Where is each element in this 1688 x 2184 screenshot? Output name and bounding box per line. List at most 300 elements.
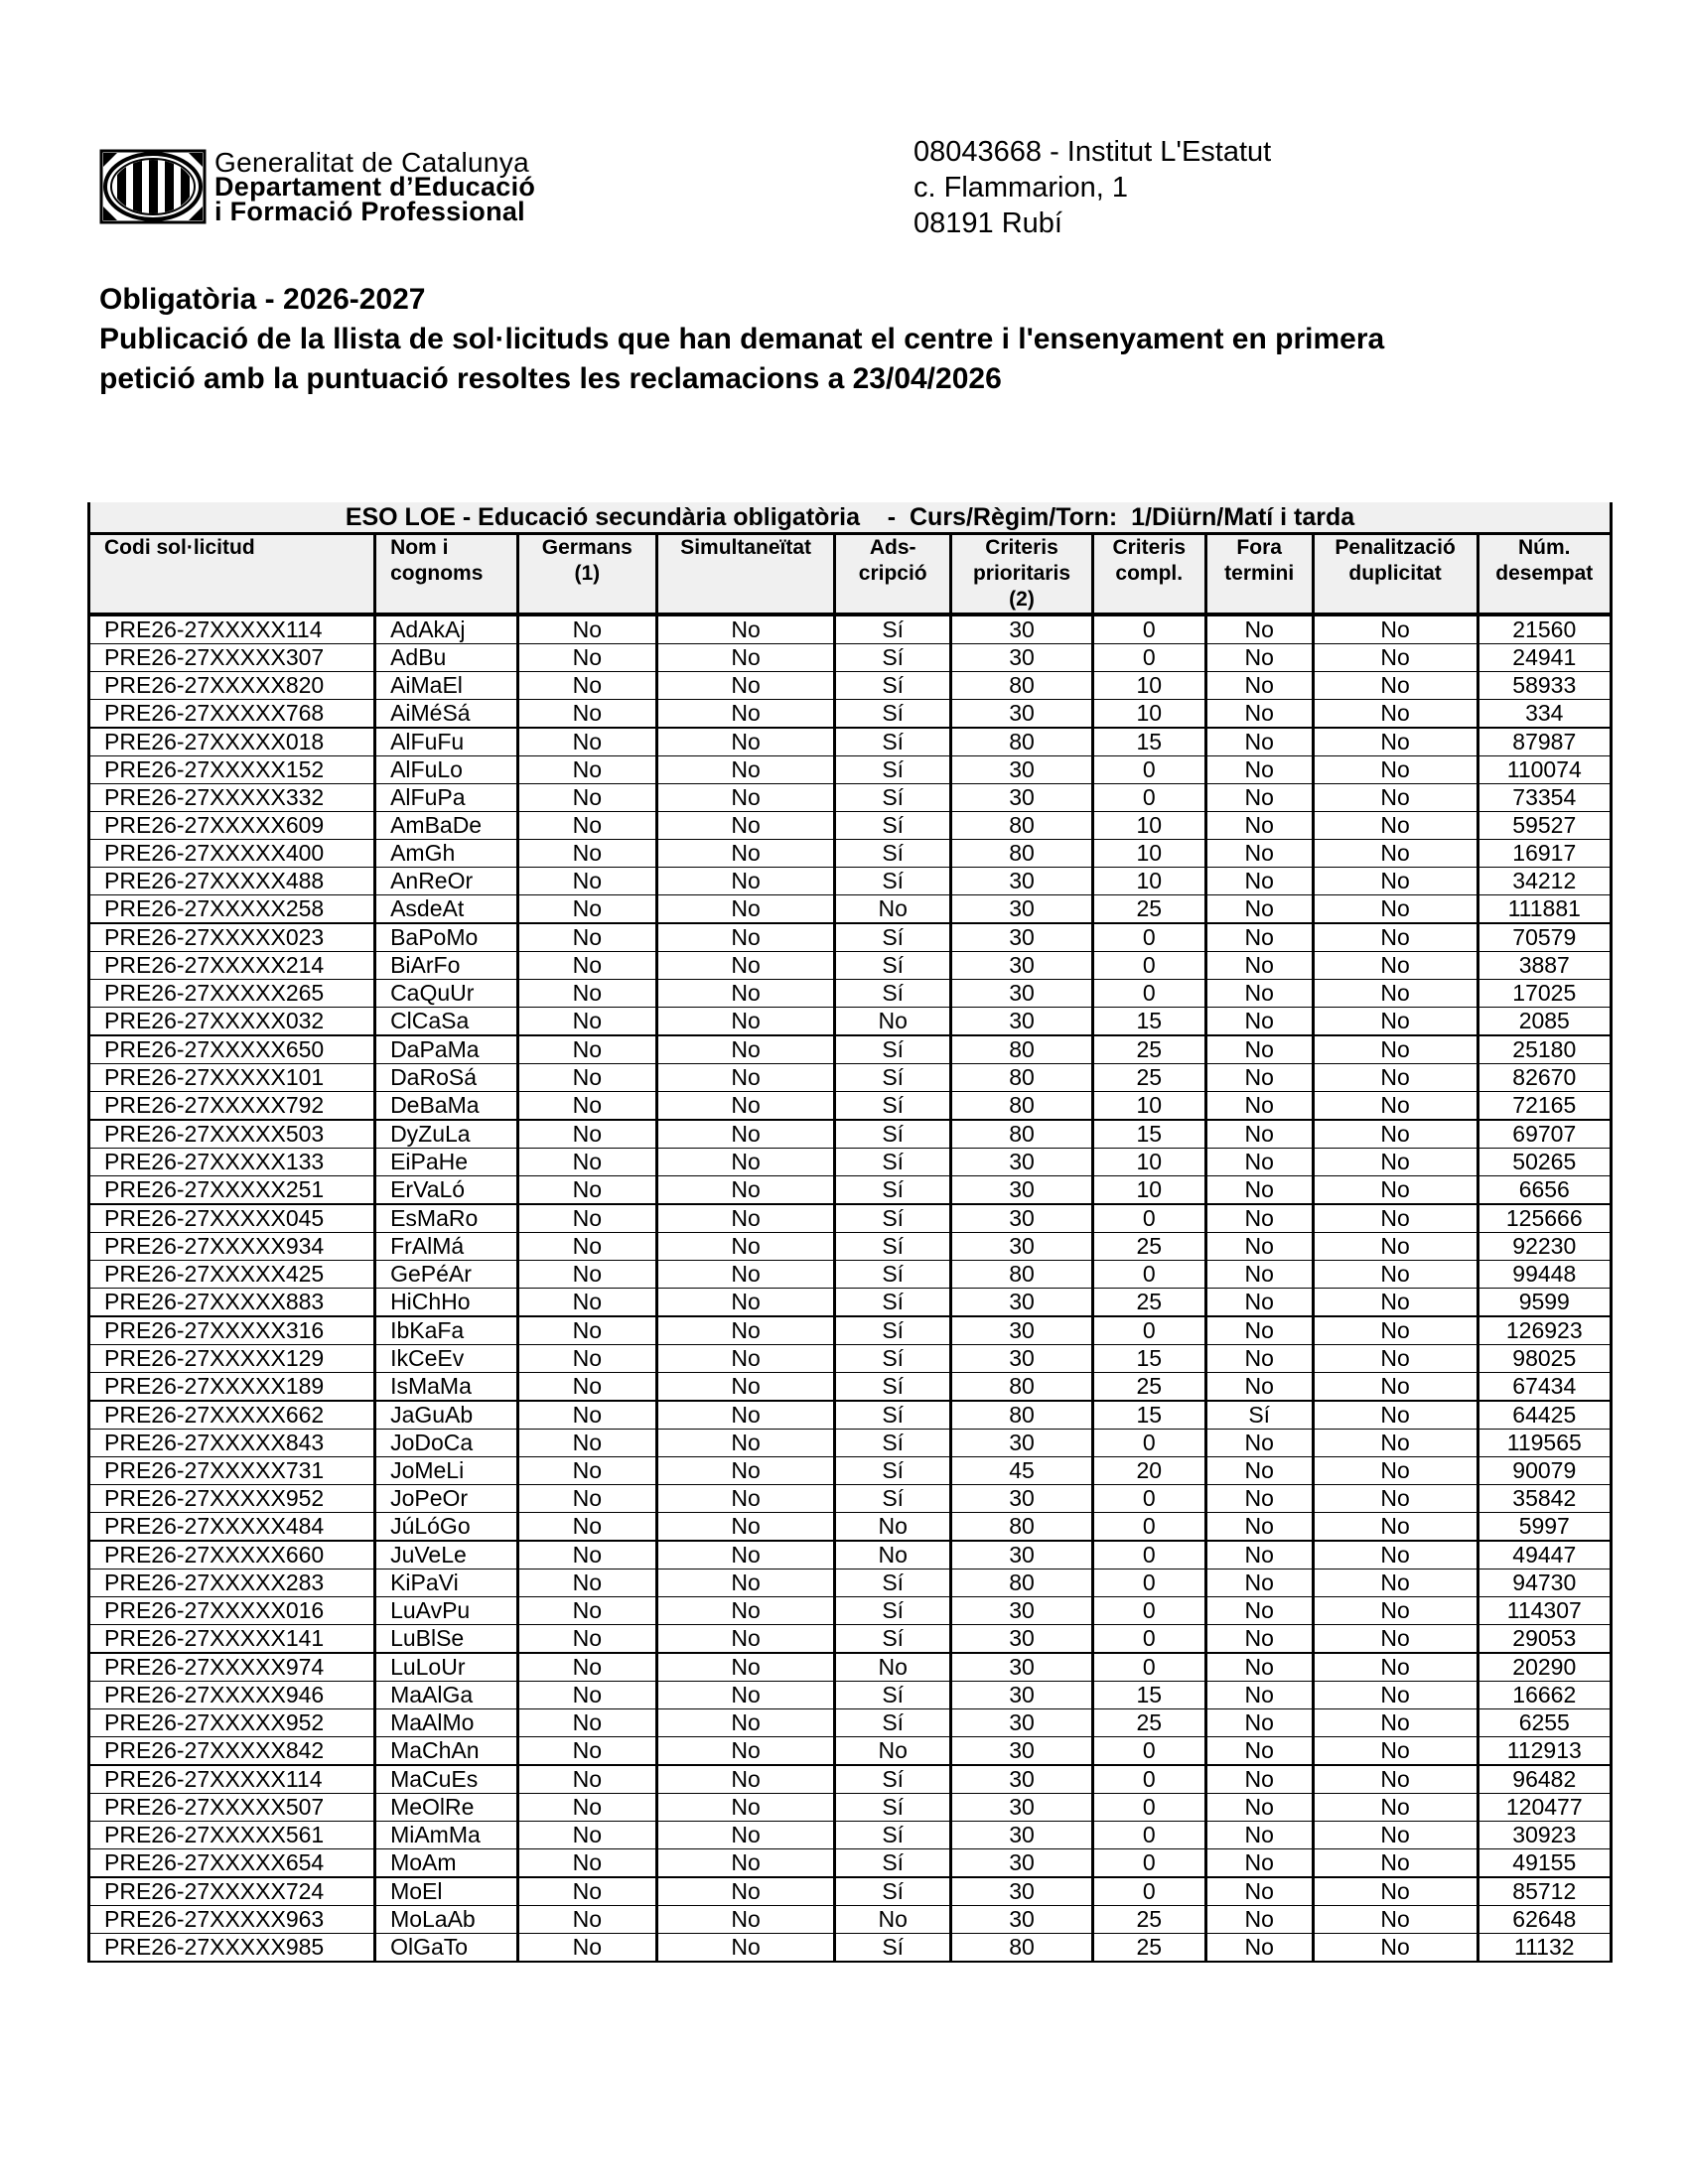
cell-germans: No xyxy=(517,1430,656,1457)
cell-criteris-prioritaris: 30 xyxy=(951,1906,1093,1934)
cell-nom: AmBaDe xyxy=(375,812,518,840)
school-name: 08043668 - Institut L'Estatut xyxy=(914,136,1272,168)
cell-criteris-prioritaris: 30 xyxy=(951,1149,1093,1176)
cell-num-desempat: 24941 xyxy=(1477,644,1611,672)
cell-num-desempat: 21560 xyxy=(1477,614,1611,644)
cell-criteris-prioritaris: 30 xyxy=(951,1289,1093,1317)
cell-penalitzacio: No xyxy=(1313,1625,1477,1654)
table-row xyxy=(89,1765,1612,1794)
cell-num-desempat: 90079 xyxy=(1477,1457,1611,1485)
cell-criteris-prioritaris: 30 xyxy=(951,1345,1093,1373)
cell-criteris-compl: 10 xyxy=(1092,812,1205,840)
cell-codi: PRE26-27XXXXX963 xyxy=(89,1906,375,1934)
cell-fora-termini: Sí xyxy=(1205,1401,1313,1430)
cell-nom: IkCeEv xyxy=(375,1345,518,1373)
cell-criteris-compl: 0 xyxy=(1092,1653,1205,1682)
table-row xyxy=(89,614,1612,644)
cell-fora-termini: No xyxy=(1205,1233,1313,1261)
cell-criteris-prioritaris: 30 xyxy=(951,1204,1093,1233)
cell-simultaneitat: No xyxy=(657,1625,835,1654)
cell-fora-termini: No xyxy=(1205,1149,1313,1176)
cell-adscripcio: Sí xyxy=(835,1709,951,1737)
cell-simultaneitat: No xyxy=(657,1765,835,1794)
cell-nom: AnReOr xyxy=(375,868,518,895)
table-row xyxy=(89,1934,1612,1963)
cell-codi: PRE26-27XXXXX133 xyxy=(89,1149,375,1176)
cell-criteris-prioritaris: 30 xyxy=(951,1709,1093,1737)
cell-fora-termini: No xyxy=(1205,1541,1313,1570)
cell-criteris-compl: 0 xyxy=(1092,1570,1205,1597)
table-row xyxy=(89,644,1612,672)
cell-nom: MoLaAb xyxy=(375,1906,518,1934)
cell-penalitzacio: No xyxy=(1313,1653,1477,1682)
cell-simultaneitat: No xyxy=(657,614,835,644)
cell-fora-termini: No xyxy=(1205,840,1313,868)
cell-adscripcio: Sí xyxy=(835,1570,951,1597)
table-row xyxy=(89,1877,1612,1906)
table-section-title: ESO LOE - Educació secundària obligatòria - Curs/Règim/Torn: 1/Diürn/Matí i tarda xyxy=(89,502,1612,534)
cell-num-desempat: 58933 xyxy=(1477,672,1611,700)
cell-adscripcio: Sí xyxy=(835,1149,951,1176)
cell-simultaneitat: No xyxy=(657,784,835,812)
header-label-line: compl. xyxy=(1115,562,1184,585)
cell-penalitzacio: No xyxy=(1313,1316,1477,1345)
cell-criteris-compl: 25 xyxy=(1092,895,1205,924)
cell-penalitzacio: No xyxy=(1313,812,1477,840)
cell-adscripcio: Sí xyxy=(835,1120,951,1149)
table-row xyxy=(89,1906,1612,1934)
cell-criteris-compl: 0 xyxy=(1092,1849,1205,1878)
cell-germans: No xyxy=(517,1653,656,1682)
title-line-1: Obligatòria - 2026-2027 xyxy=(99,283,426,316)
cell-adscripcio: Sí xyxy=(835,1092,951,1121)
cell-penalitzacio: No xyxy=(1313,1485,1477,1513)
cell-fora-termini: No xyxy=(1205,1597,1313,1625)
cell-fora-termini: No xyxy=(1205,952,1313,980)
cell-nom: AlFuLo xyxy=(375,756,518,784)
cell-adscripcio: Sí xyxy=(835,840,951,868)
cell-nom: JuVeLe xyxy=(375,1541,518,1570)
header-col-simultaneitat xyxy=(657,534,835,615)
cell-germans: No xyxy=(517,1233,656,1261)
cell-fora-termini: No xyxy=(1205,1373,1313,1402)
cell-penalitzacio: No xyxy=(1313,1233,1477,1261)
table-row xyxy=(89,840,1612,868)
cell-adscripcio: Sí xyxy=(835,1934,951,1963)
cell-penalitzacio: No xyxy=(1313,1120,1477,1149)
cell-criteris-prioritaris: 30 xyxy=(951,1316,1093,1345)
cell-num-desempat: 6255 xyxy=(1477,1709,1611,1737)
header-label-line: Criteris xyxy=(1112,536,1186,559)
cell-codi: PRE26-27XXXXX946 xyxy=(89,1682,375,1709)
cell-germans: No xyxy=(517,1149,656,1176)
cell-fora-termini: No xyxy=(1205,812,1313,840)
cell-germans: No xyxy=(517,1597,656,1625)
cell-simultaneitat: No xyxy=(657,1570,835,1597)
cell-adscripcio: Sí xyxy=(835,1430,951,1457)
cell-penalitzacio: No xyxy=(1313,868,1477,895)
cell-fora-termini: No xyxy=(1205,868,1313,895)
table-row xyxy=(89,1541,1612,1570)
cell-criteris-compl: 10 xyxy=(1092,840,1205,868)
table-row xyxy=(89,1064,1612,1092)
header-logo xyxy=(99,146,536,226)
cell-nom: BaPoMo xyxy=(375,923,518,952)
cell-criteris-prioritaris: 30 xyxy=(951,1541,1093,1570)
title-line-2: Publicació de la llista de sol·licituds que han demanat el centre i l'ensenyament en primera xyxy=(99,323,1385,355)
table-row xyxy=(89,980,1612,1008)
cell-penalitzacio: No xyxy=(1313,923,1477,952)
cell-nom: DeBaMa xyxy=(375,1092,518,1121)
cell-simultaneitat: No xyxy=(657,1008,835,1036)
cell-criteris-prioritaris: 80 xyxy=(951,1092,1093,1121)
cell-adscripcio: Sí xyxy=(835,1035,951,1064)
cell-simultaneitat: No xyxy=(657,1794,835,1822)
cell-fora-termini: No xyxy=(1205,1709,1313,1737)
cell-num-desempat: 34212 xyxy=(1477,868,1611,895)
cell-criteris-compl: 15 xyxy=(1092,728,1205,756)
cell-fora-termini: No xyxy=(1205,1625,1313,1654)
cell-num-desempat: 112913 xyxy=(1477,1737,1611,1766)
cell-nom: MaAlMo xyxy=(375,1709,518,1737)
cell-criteris-compl: 25 xyxy=(1092,1709,1205,1737)
cell-criteris-prioritaris: 30 xyxy=(951,1008,1093,1036)
cell-simultaneitat: No xyxy=(657,1204,835,1233)
cell-penalitzacio: No xyxy=(1313,1149,1477,1176)
cell-codi: PRE26-27XXXXX650 xyxy=(89,1035,375,1064)
cell-adscripcio: No xyxy=(835,1513,951,1542)
cell-nom: AlFuFu xyxy=(375,728,518,756)
logo-department-sub: i Formació Professional xyxy=(214,196,525,226)
cell-penalitzacio: No xyxy=(1313,1570,1477,1597)
header-col-penalitzacio xyxy=(1313,534,1477,615)
cell-germans: No xyxy=(517,1485,656,1513)
cell-penalitzacio: No xyxy=(1313,980,1477,1008)
cell-fora-termini: No xyxy=(1205,614,1313,644)
table-row xyxy=(89,1373,1612,1402)
cell-criteris-compl: 0 xyxy=(1092,1737,1205,1766)
cell-penalitzacio: No xyxy=(1313,1709,1477,1737)
cell-penalitzacio: No xyxy=(1313,1204,1477,1233)
cell-codi: PRE26-27XXXXX609 xyxy=(89,812,375,840)
cell-criteris-compl: 25 xyxy=(1092,1373,1205,1402)
cell-nom: AdAkAj xyxy=(375,614,518,644)
cell-criteris-prioritaris: 30 xyxy=(951,784,1093,812)
cell-penalitzacio: No xyxy=(1313,1597,1477,1625)
cell-adscripcio: Sí xyxy=(835,1345,951,1373)
cell-germans: No xyxy=(517,700,656,729)
cell-simultaneitat: No xyxy=(657,952,835,980)
cell-simultaneitat: No xyxy=(657,1906,835,1934)
cell-germans: No xyxy=(517,812,656,840)
cell-adscripcio: No xyxy=(835,1737,951,1766)
cell-criteris-prioritaris: 30 xyxy=(951,1625,1093,1654)
cell-nom: IbKaFa xyxy=(375,1316,518,1345)
cell-simultaneitat: No xyxy=(657,1737,835,1766)
cell-criteris-compl: 0 xyxy=(1092,1204,1205,1233)
table-row xyxy=(89,1120,1612,1149)
cell-germans: No xyxy=(517,868,656,895)
cell-penalitzacio: No xyxy=(1313,1794,1477,1822)
cell-adscripcio: Sí xyxy=(835,1765,951,1794)
cell-penalitzacio: No xyxy=(1313,895,1477,924)
cell-codi: PRE26-27XXXXX792 xyxy=(89,1092,375,1121)
cell-criteris-compl: 25 xyxy=(1092,1035,1205,1064)
cell-fora-termini: No xyxy=(1205,1877,1313,1906)
cell-nom: ErVaLó xyxy=(375,1176,518,1205)
table-row xyxy=(89,1316,1612,1345)
cell-germans: No xyxy=(517,1877,656,1906)
cell-simultaneitat: No xyxy=(657,1682,835,1709)
cell-criteris-compl: 0 xyxy=(1092,1261,1205,1289)
table-row xyxy=(89,1570,1612,1597)
cell-fora-termini: No xyxy=(1205,1092,1313,1121)
cell-criteris-prioritaris: 80 xyxy=(951,1570,1093,1597)
cell-criteris-compl: 25 xyxy=(1092,1934,1205,1963)
cell-codi: PRE26-27XXXXX251 xyxy=(89,1176,375,1205)
cell-num-desempat: 64425 xyxy=(1477,1401,1611,1430)
cell-adscripcio: Sí xyxy=(835,923,951,952)
cell-criteris-compl: 0 xyxy=(1092,1316,1205,1345)
cell-germans: No xyxy=(517,1035,656,1064)
table-row xyxy=(89,1092,1612,1121)
cell-simultaneitat: No xyxy=(657,868,835,895)
header-label-line: Criteris xyxy=(985,536,1058,559)
cell-fora-termini: No xyxy=(1205,1822,1313,1849)
cell-germans: No xyxy=(517,1765,656,1794)
cell-penalitzacio: No xyxy=(1313,1345,1477,1373)
cell-simultaneitat: No xyxy=(657,1513,835,1542)
table-row xyxy=(89,1709,1612,1737)
cell-nom: FrAlMá xyxy=(375,1233,518,1261)
cell-penalitzacio: No xyxy=(1313,728,1477,756)
cell-germans: No xyxy=(517,840,656,868)
cell-num-desempat: 111881 xyxy=(1477,895,1611,924)
cell-germans: No xyxy=(517,1401,656,1430)
cell-penalitzacio: No xyxy=(1313,700,1477,729)
cell-codi: PRE26-27XXXXX265 xyxy=(89,980,375,1008)
cell-criteris-prioritaris: 80 xyxy=(951,728,1093,756)
table-row xyxy=(89,1233,1612,1261)
header-col-nom xyxy=(375,534,518,615)
cell-germans: No xyxy=(517,756,656,784)
cell-penalitzacio: No xyxy=(1313,1822,1477,1849)
cell-criteris-compl: 0 xyxy=(1092,952,1205,980)
cell-criteris-compl: 0 xyxy=(1092,1822,1205,1849)
cell-adscripcio: No xyxy=(835,895,951,924)
cell-adscripcio: Sí xyxy=(835,1485,951,1513)
table-row xyxy=(89,1737,1612,1766)
cell-num-desempat: 70579 xyxy=(1477,923,1611,952)
cell-codi: PRE26-27XXXXX045 xyxy=(89,1204,375,1233)
cell-germans: No xyxy=(517,1934,656,1963)
cell-criteris-prioritaris: 80 xyxy=(951,1513,1093,1542)
cell-adscripcio: Sí xyxy=(835,952,951,980)
cell-criteris-compl: 10 xyxy=(1092,1176,1205,1205)
cell-codi: PRE26-27XXXXX662 xyxy=(89,1401,375,1430)
cell-nom: AiMéSá xyxy=(375,700,518,729)
cell-criteris-compl: 0 xyxy=(1092,1485,1205,1513)
cell-adscripcio: Sí xyxy=(835,756,951,784)
cell-simultaneitat: No xyxy=(657,1849,835,1878)
cell-nom: KiPaVi xyxy=(375,1570,518,1597)
cell-codi: PRE26-27XXXXX129 xyxy=(89,1345,375,1373)
cell-fora-termini: No xyxy=(1205,1204,1313,1233)
generalitat-emblem-icon xyxy=(99,149,207,224)
cell-criteris-compl: 15 xyxy=(1092,1682,1205,1709)
cell-germans: No xyxy=(517,728,656,756)
cell-num-desempat: 85712 xyxy=(1477,1877,1611,1906)
table-row xyxy=(89,1485,1612,1513)
cell-simultaneitat: No xyxy=(657,1822,835,1849)
table-row xyxy=(89,1457,1612,1485)
cell-nom: LuAvPu xyxy=(375,1597,518,1625)
table-row xyxy=(89,1430,1612,1457)
cell-adscripcio: Sí xyxy=(835,1204,951,1233)
cell-criteris-compl: 0 xyxy=(1092,1794,1205,1822)
table-row xyxy=(89,923,1612,952)
cell-simultaneitat: No xyxy=(657,1457,835,1485)
cell-num-desempat: 11132 xyxy=(1477,1934,1611,1963)
cell-adscripcio: Sí xyxy=(835,868,951,895)
cell-adscripcio: Sí xyxy=(835,1261,951,1289)
cell-germans: No xyxy=(517,784,656,812)
cell-simultaneitat: No xyxy=(657,1597,835,1625)
cell-simultaneitat: No xyxy=(657,1373,835,1402)
cell-fora-termini: No xyxy=(1205,980,1313,1008)
cell-criteris-prioritaris: 30 xyxy=(951,1682,1093,1709)
table-row xyxy=(89,1794,1612,1822)
cell-criteris-compl: 10 xyxy=(1092,1092,1205,1121)
cell-codi: PRE26-27XXXXX023 xyxy=(89,923,375,952)
cell-adscripcio: Sí xyxy=(835,644,951,672)
header-label-line: Nom i xyxy=(390,536,449,559)
cell-codi: PRE26-27XXXXX152 xyxy=(89,756,375,784)
cell-germans: No xyxy=(517,923,656,952)
table-row xyxy=(89,1035,1612,1064)
cell-fora-termini: No xyxy=(1205,1261,1313,1289)
cell-codi: PRE26-27XXXXX724 xyxy=(89,1877,375,1906)
cell-num-desempat: 72165 xyxy=(1477,1092,1611,1121)
cell-criteris-compl: 10 xyxy=(1092,868,1205,895)
cell-nom: JúLóGo xyxy=(375,1513,518,1542)
cell-num-desempat: 334 xyxy=(1477,700,1611,729)
table-row xyxy=(89,1625,1612,1654)
cell-criteris-prioritaris: 80 xyxy=(951,1120,1093,1149)
cell-criteris-compl: 0 xyxy=(1092,980,1205,1008)
cell-criteris-compl: 0 xyxy=(1092,1597,1205,1625)
cell-codi: PRE26-27XXXXX425 xyxy=(89,1261,375,1289)
cell-adscripcio: Sí xyxy=(835,1289,951,1317)
applications-table xyxy=(87,502,1613,1963)
cell-codi: PRE26-27XXXXX952 xyxy=(89,1709,375,1737)
cell-adscripcio: Sí xyxy=(835,1794,951,1822)
cell-simultaneitat: No xyxy=(657,1430,835,1457)
cell-nom: AiMaEl xyxy=(375,672,518,700)
cell-fora-termini: No xyxy=(1205,923,1313,952)
cell-criteris-compl: 15 xyxy=(1092,1401,1205,1430)
cell-nom: MeOlRe xyxy=(375,1794,518,1822)
cell-germans: No xyxy=(517,980,656,1008)
cell-criteris-prioritaris: 80 xyxy=(951,1934,1093,1963)
cell-fora-termini: No xyxy=(1205,1430,1313,1457)
cell-codi: PRE26-27XXXXX283 xyxy=(89,1570,375,1597)
cell-criteris-prioritaris: 45 xyxy=(951,1457,1093,1485)
cell-criteris-prioritaris: 80 xyxy=(951,840,1093,868)
cell-adscripcio: Sí xyxy=(835,614,951,644)
cell-simultaneitat: No xyxy=(657,1149,835,1176)
cell-criteris-compl: 0 xyxy=(1092,1430,1205,1457)
cell-num-desempat: 87987 xyxy=(1477,728,1611,756)
cell-adscripcio: Sí xyxy=(835,812,951,840)
cell-simultaneitat: No xyxy=(657,644,835,672)
cell-simultaneitat: No xyxy=(657,1653,835,1682)
cell-adscripcio: Sí xyxy=(835,1457,951,1485)
cell-criteris-prioritaris: 30 xyxy=(951,1765,1093,1794)
cell-adscripcio: Sí xyxy=(835,784,951,812)
cell-penalitzacio: No xyxy=(1313,1008,1477,1036)
cell-criteris-prioritaris: 30 xyxy=(951,1485,1093,1513)
cell-num-desempat: 99448 xyxy=(1477,1261,1611,1289)
cell-penalitzacio: No xyxy=(1313,1430,1477,1457)
cell-criteris-prioritaris: 30 xyxy=(951,1176,1093,1205)
cell-adscripcio: No xyxy=(835,1541,951,1570)
cell-fora-termini: No xyxy=(1205,1485,1313,1513)
header-label-line: Ads- xyxy=(869,536,916,559)
table-row xyxy=(89,895,1612,924)
cell-simultaneitat: No xyxy=(657,812,835,840)
cell-penalitzacio: No xyxy=(1313,1035,1477,1064)
table-row xyxy=(89,1513,1612,1542)
cell-codi: PRE26-27XXXXX484 xyxy=(89,1513,375,1542)
school-info xyxy=(914,134,1271,241)
cell-criteris-prioritaris: 30 xyxy=(951,1737,1093,1766)
cell-criteris-prioritaris: 30 xyxy=(951,1822,1093,1849)
cell-criteris-compl: 0 xyxy=(1092,1513,1205,1542)
cell-simultaneitat: No xyxy=(657,1485,835,1513)
cell-codi: PRE26-27XXXXX883 xyxy=(89,1289,375,1317)
cell-criteris-prioritaris: 30 xyxy=(951,868,1093,895)
cell-criteris-compl: 15 xyxy=(1092,1008,1205,1036)
cell-adscripcio: Sí xyxy=(835,980,951,1008)
cell-germans: No xyxy=(517,1709,656,1737)
cell-criteris-prioritaris: 30 xyxy=(951,895,1093,924)
cell-num-desempat: 120477 xyxy=(1477,1794,1611,1822)
cell-germans: No xyxy=(517,1682,656,1709)
cell-num-desempat: 25180 xyxy=(1477,1035,1611,1064)
cell-penalitzacio: No xyxy=(1313,840,1477,868)
cell-adscripcio: Sí xyxy=(835,700,951,729)
cell-penalitzacio: No xyxy=(1313,1513,1477,1542)
header-col-germans xyxy=(517,534,656,615)
cell-num-desempat: 110074 xyxy=(1477,756,1611,784)
cell-fora-termini: No xyxy=(1205,756,1313,784)
cell-fora-termini: No xyxy=(1205,784,1313,812)
table-header-row xyxy=(89,534,1612,615)
cell-codi: PRE26-27XXXXX654 xyxy=(89,1849,375,1878)
cell-simultaneitat: No xyxy=(657,1035,835,1064)
cell-fora-termini: No xyxy=(1205,1289,1313,1317)
table-row xyxy=(89,1261,1612,1289)
cell-nom: AsdeAt xyxy=(375,895,518,924)
cell-germans: No xyxy=(517,1204,656,1233)
cell-germans: No xyxy=(517,1008,656,1036)
cell-simultaneitat: No xyxy=(657,1120,835,1149)
cell-adscripcio: No xyxy=(835,1653,951,1682)
cell-germans: No xyxy=(517,1737,656,1766)
cell-criteris-compl: 0 xyxy=(1092,614,1205,644)
cell-adscripcio: Sí xyxy=(835,672,951,700)
